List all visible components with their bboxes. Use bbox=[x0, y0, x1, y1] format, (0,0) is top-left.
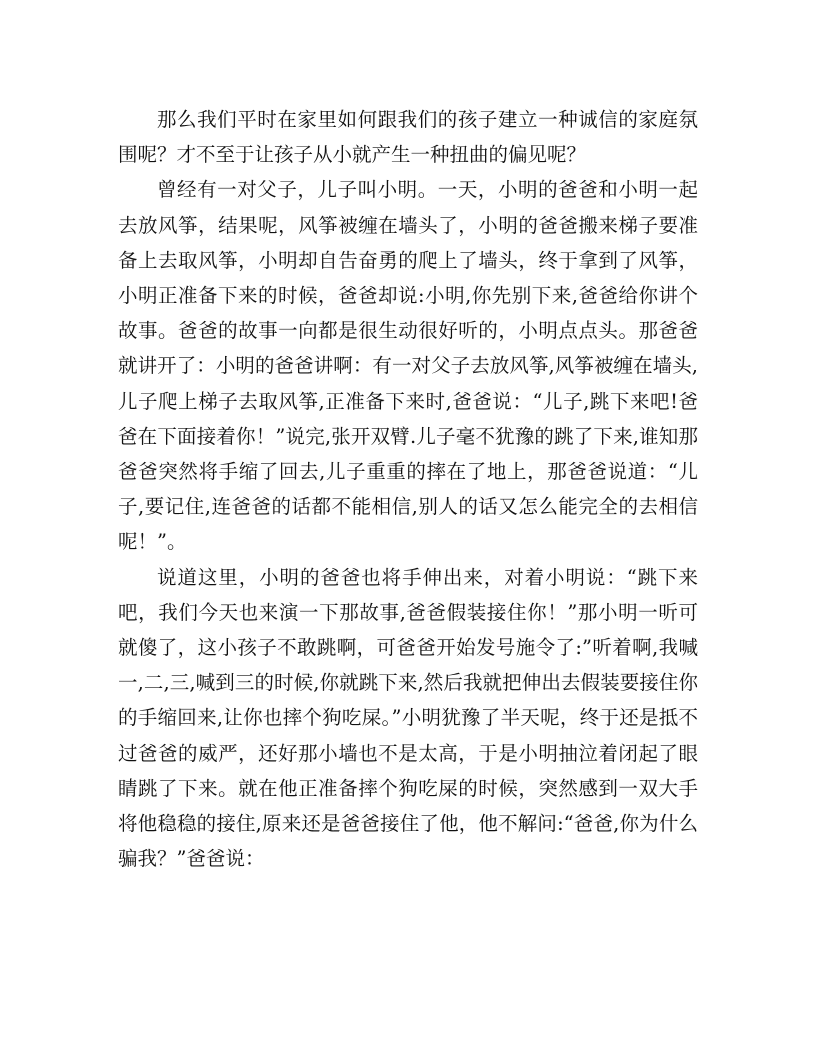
paragraph-2: 曾经有一对父子，儿子叫小明。一天，小明的爸爸和小明一起去放风筝，结果呢，风筝被缠在墙头了，小明的爸爸搬来梯子要准备上去取风筝，小明却自告奋勇的爬上了墙头，终于拿到了风筝，小明正准备下来的时候，爸爸却说:小明,你先别下来,爸爸给你讲个故事。爸爸的故事一向都是很生动很好听的，小明点点头。那爸爸就讲开了：小明的爸爸讲啊：有一对父子去放风筝,风筝被缠在墙头,儿子爬上梯子去取风筝,正准备下来时,爸爸说：“儿子,跳下来吧!爸爸在下面接着你！”说完,张开双臂.儿子毫不犹豫的跳了下来,谁知那爸爸突然将手缩了回去,儿子重重的摔在了地上，那爸爸说道：“儿子,要记住,连爸爸的话都不能相信,别人的话又怎么能完全的去相信呢！”。 bbox=[118, 178, 698, 554]
paragraph-3: 说道这里，小明的爸爸也将手伸出来，对着小明说：“跳下来吧，我们今天也来演一下那故事,爸爸假装接住你！”那小明一听可就傻了，这小孩子不敢跳啊，可爸爸开始发号施令了:”听着啊,我喊一,二,三,喊到三的时候,你就跳下来,然后我就把伸出去假装要接住你的手缩回来,让你也摔个狗吃屎。”小明犹豫了半天呢，终于还是抵不过爸爸的威严，还好那小墙也不是太高，于是小明抽泣着闭起了眼睛跳了下来。就在他正准备摔个狗吃屎的时候，突然感到一双大手将他稳稳的接住,原来还是爸爸接住了他，他不解问:“爸爸,你为什么骗我？”爸爸说： bbox=[118, 565, 698, 871]
paragraph-1: 那么我们平时在家里如何跟我们的孩子建立一种诚信的家庭氛围呢？才不至于让孩子从小就产生一种扭曲的偏见呢？ bbox=[118, 108, 698, 167]
document-page bbox=[118, 102, 698, 876]
